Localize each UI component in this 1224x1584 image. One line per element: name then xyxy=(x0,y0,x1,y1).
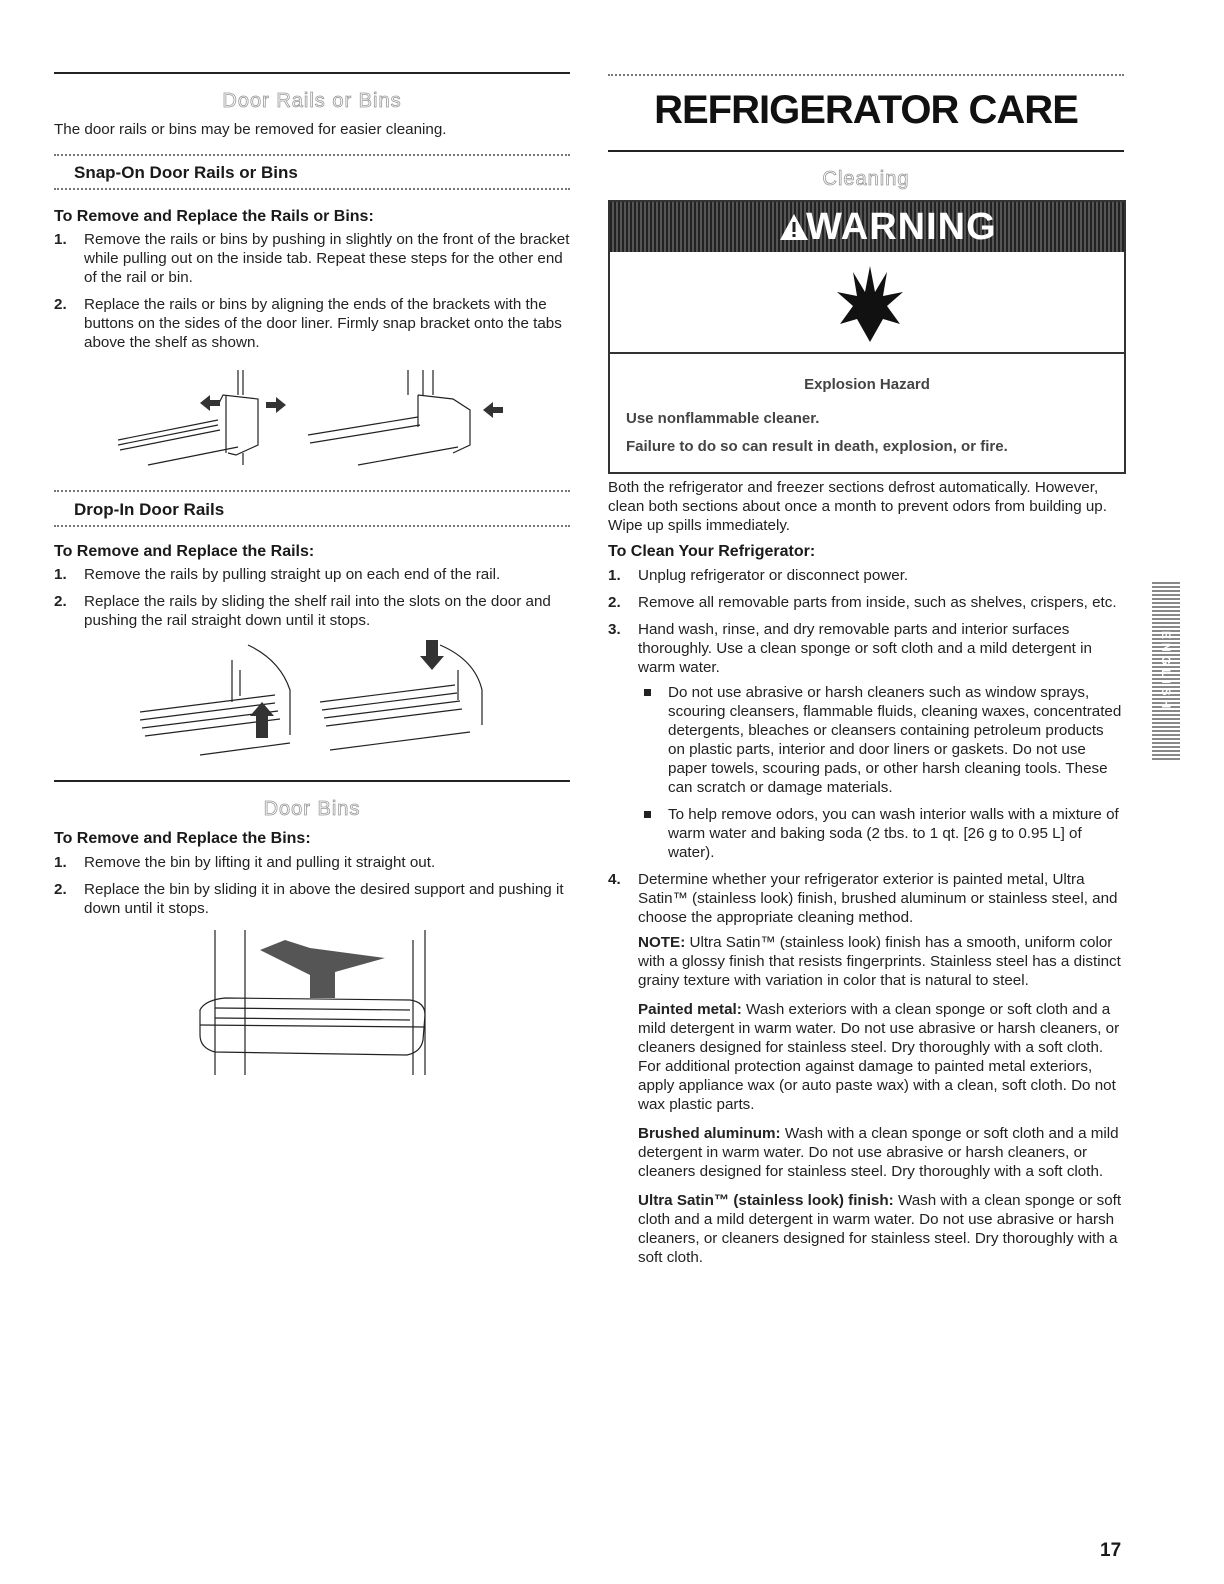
painted-metal-paragraph xyxy=(638,1000,1124,1114)
step-text: Remove the rails by pulling straight up on each end of the rail. xyxy=(84,566,501,583)
warning-word: WARNING xyxy=(806,206,997,248)
step-text: Replace the rails or bins by aligning the ends of the brackets with the buttons on the sides of the door liner. Firmly snap bracket onto the tabs above the shelf as shown. xyxy=(84,296,562,351)
door-bins-rule xyxy=(54,780,570,782)
step-text: Hand wash, rinse, and dry removable parts and interior surfaces thoroughly. Use a clean sponge or soft cloth and a mild detergent in warm water. xyxy=(638,621,1092,676)
arrow-icon xyxy=(260,940,385,998)
drop-in-rule-top xyxy=(54,490,570,492)
title-rule xyxy=(608,150,1124,152)
door-bin-illustration xyxy=(185,930,445,1080)
cleaning-bullets xyxy=(638,683,1124,862)
list-item xyxy=(608,593,1124,612)
list-item xyxy=(608,870,1124,1267)
painted-label: Painted metal: xyxy=(638,1001,742,1018)
step-text: Replace the rails by sliding the shelf rail into the slots on the door and pushing the rail straight down until it stops. xyxy=(84,593,551,629)
explosion-icon xyxy=(835,264,905,344)
drop-steps xyxy=(54,565,570,638)
step-number: 4. xyxy=(608,871,621,888)
note-text: Ultra Satin™ (stainless look) finish has a smooth, uniform color with a glossy finish that resists fingerprints. Stainless steel has a distinct grainy texture with variation in color that is natural to steel. xyxy=(638,934,1121,989)
door-rails-intro: The door rails or bins may be removed for easier cleaning. xyxy=(54,121,447,138)
step-text: Determine whether your refrigerator exterior is painted metal, Ultra Satin™ (stainless look) finish, brushed aluminum or stainless steel, and choose the appropriate cleaning method. xyxy=(638,871,1118,926)
ultra-satin-paragraph xyxy=(638,1191,1124,1267)
drop-in-heading: Drop-In Door Rails xyxy=(74,500,225,519)
step-number: 1. xyxy=(54,854,67,871)
list-item xyxy=(54,592,570,630)
step-text: Remove the bin by lifting it and pulling it straight out. xyxy=(84,854,436,871)
satin-text: Wash with a clean sponge or soft cloth and a mild detergent in warm water. Do not use abrasive or harsh cleaners, or cleaners designed for stainless steel. Dry thoroughly with a soft cloth. xyxy=(638,1192,1122,1266)
bullet-text: Do not use abrasive or harsh cleaners such as window sprays, scouring cleansers, flammable fluids, cleaning waxes, concentrated detergents, bleaches or cleansers containing petroleum products on plastic parts, interior and door liners or gaskets. Do not use paper towels, scouring pads, or other harsh cleaning tools. These can scratch or damage materials. xyxy=(668,684,1122,796)
bullet-text: To help remove odors, you can wash interior walls with a mixture of warm water and baking soda (2 tbs. to 1 qt. [26 g to 0.95 L] of water). xyxy=(668,806,1119,861)
list-item xyxy=(54,230,570,287)
snap-steps xyxy=(54,230,570,360)
bullet-icon xyxy=(644,811,651,818)
list-item xyxy=(638,805,1124,862)
step-text: Unplug refrigerator or disconnect power. xyxy=(638,567,909,584)
top-rule-right xyxy=(608,74,1124,76)
step-text: Replace the bin by sliding it in above the desired support and pushing it down until it stops. xyxy=(84,881,564,917)
list-item xyxy=(608,620,1124,862)
list-item xyxy=(54,565,570,584)
bullet-icon xyxy=(644,689,651,696)
warning-line-1: Use nonflammable cleaner. xyxy=(626,410,820,427)
step-number: 3. xyxy=(608,621,621,638)
side-tab-label: ENGLISH xyxy=(1159,631,1173,713)
brushed-aluminum-paragraph xyxy=(638,1124,1124,1181)
step-number: 1. xyxy=(608,567,621,584)
snap-on-rails-illustration xyxy=(118,365,518,475)
list-item xyxy=(54,880,570,918)
clean-heading: To Clean Your Refrigerator: xyxy=(608,543,816,560)
list-item xyxy=(54,853,570,872)
drop-in-rails-illustration xyxy=(140,640,490,765)
snap-on-rule-bottom xyxy=(54,188,570,190)
warning-box xyxy=(608,200,1126,474)
drop-in-rule-bottom xyxy=(54,525,570,527)
step-number: 2. xyxy=(608,594,621,611)
note-paragraph xyxy=(638,933,1124,990)
step-number: 2. xyxy=(54,881,67,898)
drop-remove-heading: To Remove and Replace the Rails: xyxy=(54,543,315,560)
satin-label: Ultra Satin™ (stainless look) finish: xyxy=(638,1192,894,1209)
step-text: Remove all removable parts from inside, such as shelves, crispers, etc. xyxy=(638,594,1117,611)
step-text: Remove the rails or bins by pushing in slightly on the front of the bracket while pulling out on the inside tab. Repeat these steps for the other end of the rail or bin. xyxy=(84,231,570,286)
step-number: 1. xyxy=(54,566,67,583)
brushed-text: Wash with a clean sponge or soft cloth and a mild detergent in warm water. Do not use abrasive or harsh cleaners, or cleaners designed for stainless steel. Dry thoroughly with a soft cloth. xyxy=(638,1125,1119,1180)
note-label: NOTE: xyxy=(638,934,686,951)
cleaning-heading: Cleaning xyxy=(822,168,910,190)
bins-steps xyxy=(54,853,570,926)
page-title: REFRIGERATOR CARE xyxy=(654,88,1078,132)
step-number: 1. xyxy=(54,231,67,248)
brushed-label: Brushed aluminum: xyxy=(638,1125,781,1142)
page-number: 17 xyxy=(1100,1540,1122,1561)
list-item xyxy=(638,683,1124,797)
snap-on-heading: Snap-On Door Rails or Bins xyxy=(74,163,298,182)
snap-remove-heading: To Remove and Replace the Rails or Bins: xyxy=(54,208,374,225)
step-number: 2. xyxy=(54,296,67,313)
arrow-icon xyxy=(200,395,220,411)
step-number: 2. xyxy=(54,593,67,610)
bins-remove-heading: To Remove and Replace the Bins: xyxy=(54,830,311,847)
arrow-icon xyxy=(266,397,286,413)
arrow-icon xyxy=(483,402,503,418)
cleaning-intro: Both the refrigerator and freezer sections defrost automatically. However, clean both sections about once a month to prevent odors from building up. Wipe up spills immediately. xyxy=(608,479,1107,534)
painted-text: Wash exteriors with a clean sponge or soft cloth and a mild detergent in warm water. Do not use abrasive or harsh cleaners, or cleaners designed for stainless steel. Dry thoroughly with a soft cloth. For additional protection against damage to painted metal exteriors, apply appliance wax (or auto paste wax) with a clean, soft cloth. Do not wax plastic parts. xyxy=(638,1001,1120,1113)
warning-hazard: Explosion Hazard xyxy=(804,376,930,393)
clean-steps xyxy=(608,566,1124,1277)
top-rule-left xyxy=(54,72,570,74)
warning-divider xyxy=(610,352,1124,354)
snap-on-rule-top xyxy=(54,154,570,156)
door-bins-heading: Door Bins xyxy=(263,798,361,820)
door-rails-heading: Door Rails or Bins xyxy=(222,90,402,112)
list-item xyxy=(608,566,1124,585)
list-item xyxy=(54,295,570,352)
arrow-icon xyxy=(420,640,444,670)
warning-line-2: Failure to do so can result in death, explosion, or fire. xyxy=(626,438,1008,455)
